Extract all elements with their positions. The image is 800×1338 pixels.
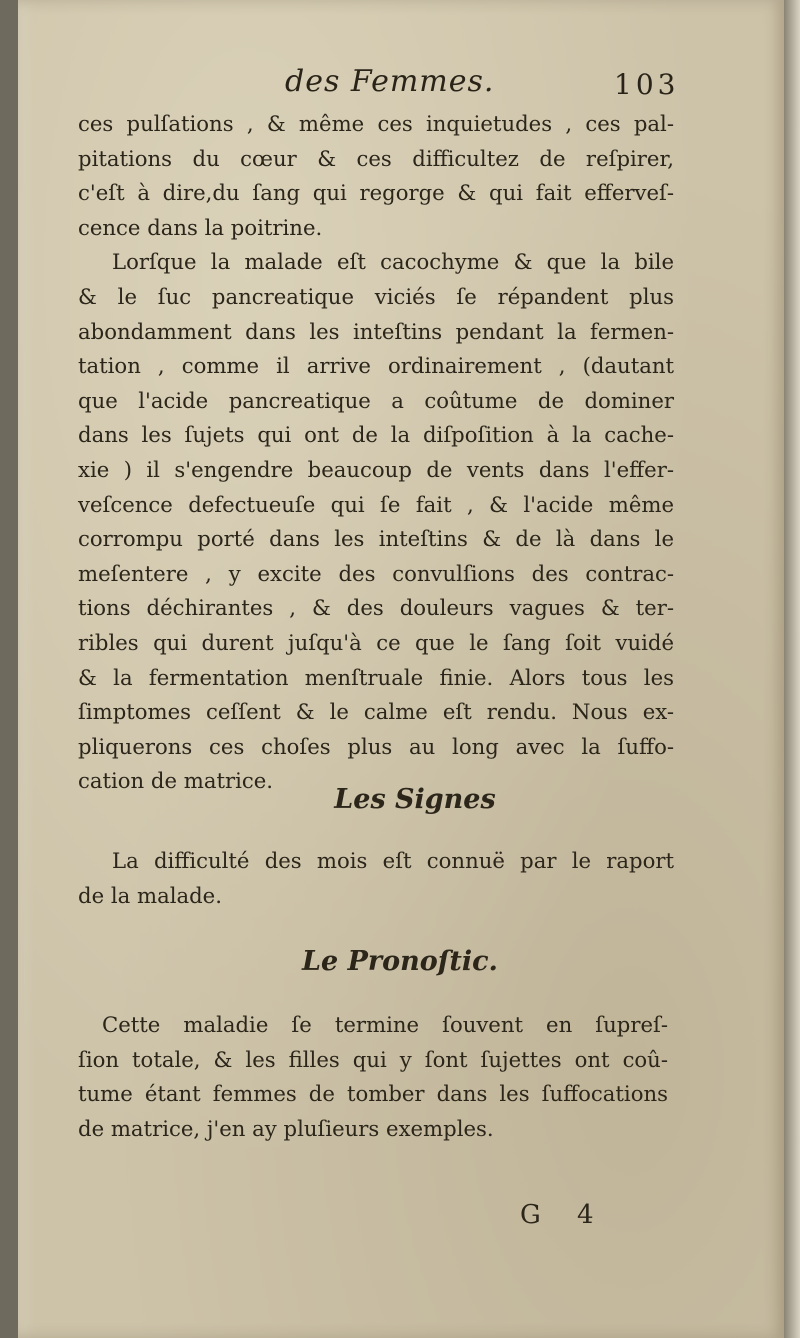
page-edge <box>784 0 800 1338</box>
text-line: tions déchirantes , & des douleurs vagues & ter- <box>78 595 674 621</box>
text-line: La difficulté des mois eſt connuë par le raport <box>112 848 674 873</box>
text-line: de la malade. <box>78 882 222 908</box>
text-line: de matrice, j'en ay pluſieurs exemples. <box>78 1115 494 1141</box>
text-line: tation , comme il arrive ordinairement , (dautant <box>78 353 674 379</box>
running-head-title: des Femmes. <box>285 64 495 99</box>
running-head <box>0 56 800 106</box>
text-line: abondamment dans les inteſtins pendant la fermen- <box>78 318 674 344</box>
text-line: & la fermentation menſtruale finie. Alors tous les <box>78 664 674 690</box>
signature-mark: G 4 <box>520 1200 608 1230</box>
text-line: meſentere , y excite des convulſions des contrac- <box>78 560 674 586</box>
text-line: c'eſt à dire,du ſang qui regorge & qui fait efferveſ- <box>78 180 674 206</box>
text-line: & le ſuc pancreatique viciés ſe répandent plus <box>78 283 674 309</box>
text-line: xie ) il s'engendre beaucoup de vents dans l'effer- <box>78 456 674 482</box>
text-line: Lorſque la malade eſt cacochyme & que la bile <box>112 249 674 275</box>
text-line: cation de matrice. <box>78 768 274 794</box>
paragraph-pronostic <box>78 1008 668 1146</box>
text-line: ribles qui durent juſqu'à ce que le ſang ſoit vuidé <box>78 629 674 655</box>
text-line: cence dans la poitrine. <box>78 214 323 240</box>
paragraph-signes <box>78 844 674 913</box>
section-heading-pronostic: Le Pronoſtic. <box>302 946 498 977</box>
text-line: Cette maladie ſe termine ſouvent en ſupreſ- <box>102 1012 668 1037</box>
text-line: ſion totale, & les filles qui y ſont ſujettes ont coû- <box>78 1046 668 1072</box>
text-line: dans les ſujets qui ont de la diſpoſition à la cache- <box>78 422 674 448</box>
text-line: ces pulſations , & même ces inquietudes , ces pal- <box>78 111 674 136</box>
section-heading-signes: Les Signes <box>334 784 496 815</box>
page-number: 103 <box>614 68 680 101</box>
text-line: pliquerons ces choſes plus au long avec la ſuffo- <box>78 733 674 759</box>
text-line: ſimptomes ceſſent & le calme eſt rendu. Nous ex- <box>78 699 674 725</box>
text-line: que l'acide pancreatique a coûtume de dominer <box>78 387 674 413</box>
text-line: pitations du cœur & ces difficultez de reſpirer, <box>78 145 674 171</box>
text-line: veſcence defectueuſe qui ſe fait , & l'acide même <box>78 491 674 517</box>
text-line: tume étant femmes de tomber dans les ſuffocations <box>78 1081 668 1107</box>
text-line: corrompu porté dans les inteſtins & de là dans le <box>78 526 674 552</box>
paragraph-body <box>78 107 674 799</box>
